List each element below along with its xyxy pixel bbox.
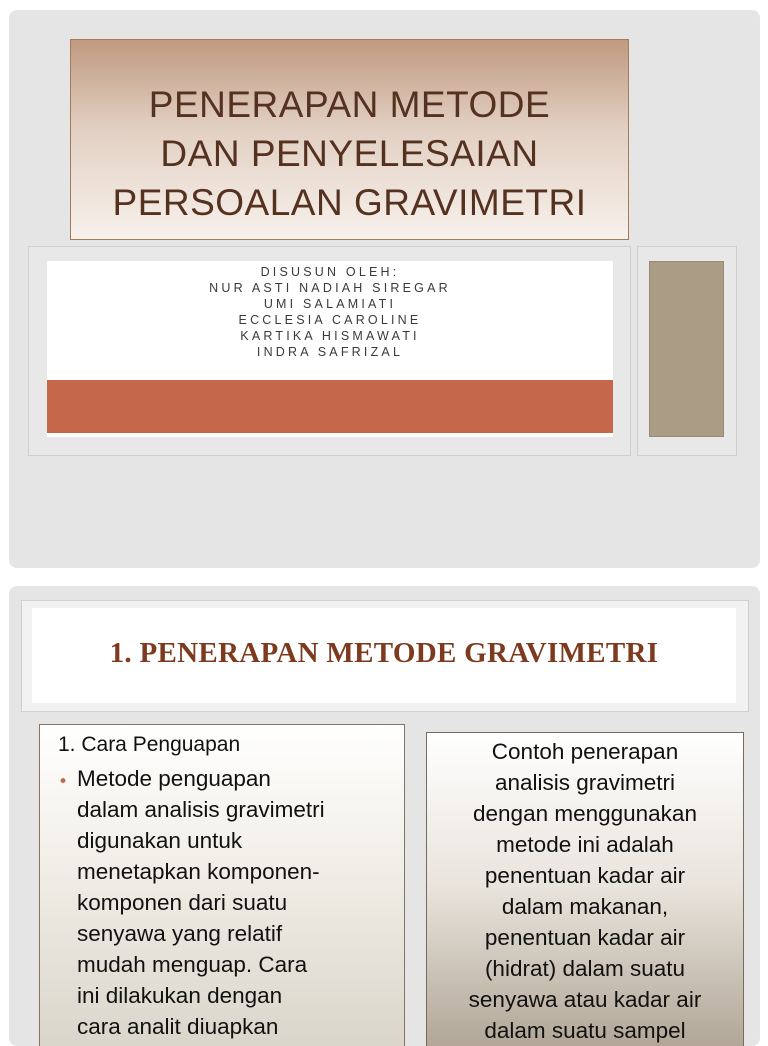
presentation-title (71, 80, 628, 227)
slide-2-title-frame (21, 600, 749, 712)
text-line: digunakan untuk (77, 828, 243, 853)
author-name: INDRA SAFRIZAL (256, 345, 404, 359)
slide-2 (9, 586, 760, 1046)
accent-bar (47, 380, 613, 433)
author-name: NUR ASTI NADIAH SIREGAR (209, 281, 451, 295)
text-line: cara analit diuapkan (77, 1014, 279, 1039)
slide-2-title-panel (32, 608, 736, 703)
text-line: dalam suatu sampel (484, 1018, 686, 1043)
example-description (427, 736, 743, 1046)
text-line: senyawa atau kadar air (468, 987, 702, 1012)
method-description (77, 763, 402, 1042)
subtitle-frame (28, 246, 631, 456)
title-line-2: DAN PENYELESAIAN (160, 133, 539, 174)
text-line: komponen dari suatu (77, 890, 288, 915)
text-line: dalam analisis gravimetri (77, 797, 325, 822)
text-line: penentuan kadar air (484, 863, 686, 888)
text-line: menetapkan komponen- (77, 859, 320, 884)
text-line: dalam makanan, (501, 894, 669, 919)
slide-2-title: 1. PENERAPAN METODE GRAVIMETRI (109, 637, 659, 669)
author-name: UMI SALAMIATI (263, 297, 397, 311)
text-line: Contoh penerapan (491, 739, 679, 764)
author-list (47, 264, 613, 360)
example-box (426, 732, 744, 1046)
decorative-tan-panel (649, 261, 724, 437)
text-line: penentuan kadar air (484, 925, 686, 950)
title-line-3: PERSOALAN GRAVIMETRI (112, 182, 587, 223)
subtitle-panel (47, 261, 613, 437)
text-line: senyawa yang relatif (77, 921, 283, 946)
text-line: dengan menggunakan (473, 801, 697, 826)
title-box (70, 39, 629, 240)
text-line: mudah menguap. Cara (77, 952, 308, 977)
authors-heading: DISUSUN OLEH: (260, 265, 400, 279)
method-box (39, 724, 405, 1046)
bullet-icon: • (58, 772, 69, 792)
text-line: Metode penguapan (77, 766, 271, 791)
side-frame (637, 246, 737, 456)
author-name: KARTIKA HISMAWATI (240, 329, 420, 343)
text-line: metode ini adalah (496, 832, 674, 857)
text-line: analisis gravimetri (494, 770, 676, 795)
text-line: (hidrat) dalam suatu (484, 956, 686, 981)
author-name: ECCLESIA CAROLINE (238, 313, 422, 327)
title-line-1: PENERAPAN METODE (148, 84, 551, 125)
method-heading: 1. Cara Penguapan (58, 733, 241, 756)
slide-1 (9, 10, 760, 568)
text-line: ini dilakukan dengan (77, 983, 283, 1008)
